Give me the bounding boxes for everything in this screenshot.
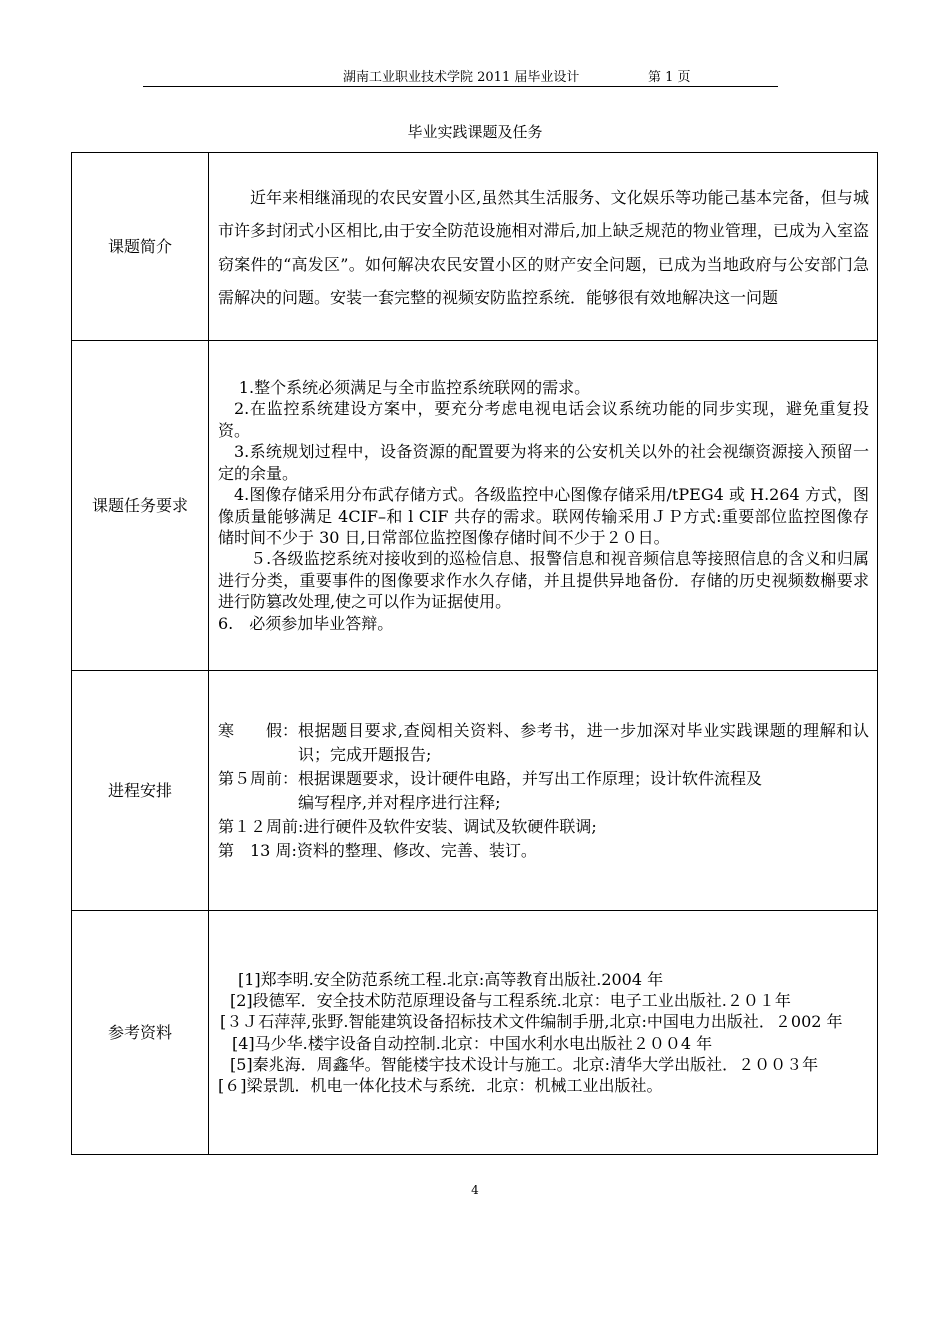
header-school: 湖南工业职业技术学院 2011 届毕业设计 bbox=[343, 70, 580, 85]
page-header bbox=[143, 64, 778, 87]
schedule-desc: 进行硬件及软件安装、调试及软硬件联调; bbox=[303, 816, 597, 836]
reference-item bbox=[218, 990, 869, 1011]
schedule-term: 寒 假： bbox=[218, 720, 299, 740]
schedule-item bbox=[218, 839, 869, 863]
requirements-label: 课题任务要求 bbox=[72, 341, 209, 671]
requirement-item: 1.整个系统必须满足与全市监控系统联网的需求。 bbox=[238, 378, 591, 398]
schedule-item bbox=[218, 767, 869, 791]
reference-id: [６] bbox=[218, 1076, 247, 1096]
task-table bbox=[71, 152, 878, 1155]
reference-id: [2] bbox=[230, 990, 253, 1010]
intro-content bbox=[209, 153, 878, 341]
reference-id: [4] bbox=[232, 1033, 255, 1053]
reference-text: 段德军．安全技术防范原理设备与工程系统.北京：电子工业出版社.２０１年 bbox=[252, 990, 791, 1010]
schedule-desc: 资料的整理、修改、完善、装订。 bbox=[296, 840, 537, 860]
reference-text: 梁景凯．机电一体化技术与系统．北京：机械工业出版社。 bbox=[246, 1076, 663, 1096]
schedule-row bbox=[72, 671, 878, 911]
schedule-term: 第５周前： bbox=[218, 768, 299, 788]
reference-text: 秦兆海．周鑫华。智能楼宇技术设计与施工。北京:清华大学出版社．２００３年 bbox=[252, 1054, 819, 1074]
document-title: 毕业实践课题及任务 bbox=[407, 123, 543, 141]
reference-text: 郑李明.安全防范系统工程.北京:高等教育出版社.2004 年 bbox=[260, 969, 664, 989]
schedule-desc-continued: 编写程序,并对程序进行注释; bbox=[298, 792, 501, 812]
references-content bbox=[209, 911, 878, 1155]
reference-item bbox=[218, 1011, 869, 1032]
requirement-item: 6. 必须参加毕业答辩。 bbox=[218, 613, 394, 633]
schedule-term: 第１２周前: bbox=[218, 816, 304, 836]
requirement-item: ５.各级监挖系统对接收到的巡检信息、报警信息和视音频信息等接照信息的含义和归属进行分类，重要事件的图像要求作水久存储，并且提供异地备份．存储的历史视频数槲要求进行防篡改处理,使之可以作为证据使用。 bbox=[218, 549, 869, 612]
reference-text: 马少华.楼宇设备自动控制.北京：中国水利水电出版社２００4 年 bbox=[254, 1033, 713, 1053]
intro-label: 课题简介 bbox=[72, 153, 209, 341]
header-page-number: 第 1 页 bbox=[648, 70, 691, 85]
reference-id: [5] bbox=[230, 1054, 253, 1074]
requirements-content bbox=[209, 341, 878, 671]
reference-item bbox=[218, 1075, 869, 1096]
schedule-item bbox=[218, 719, 869, 767]
intro-row bbox=[72, 153, 878, 341]
requirement-item: 3.系统规划过程中，设备资源的配置要为将来的公安机关以外的社会视缬资源接入预留一定的余量。 bbox=[218, 442, 869, 483]
schedule-desc: 根据题目要求,查阅相关资料、参考书，进一步加深对毕业实践课题的理解和认识；完成开题报告; bbox=[298, 720, 869, 764]
footer-page-number: 4 bbox=[471, 1183, 479, 1197]
requirement-item: 2.在监控系统建设方案中，要充分考虑电视电话会议系统功能的同步实现，避免重复投资。 bbox=[218, 399, 869, 440]
reference-id: [３Ｊ bbox=[220, 1012, 259, 1032]
references-list bbox=[218, 969, 869, 1097]
requirement-item: 4.图像存储采用分布武存储方式。各级监控中心图像存储采用/tPEG4 或 H.264 方式，图像质量能够满足 4CIF–和 l CIF 共存的需求。联网传输采用ＪＰ方式:重要部位监控图像存储时间不少于 30 日,日常部位监控图像存储时间不少于２０日。 bbox=[218, 485, 869, 547]
reference-id: [1] bbox=[238, 969, 261, 989]
intro-text: 近年来相继涌现的农民安置小区,虽然其生活服务、文化娱乐等功能己基本完备，但与城市许多封闭式小区相比,由于安全防范设施相对滞后,加上缺乏规范的物业管理，已成为入室盗窃案件的“高发区”。如何解决农民安置小区的财产安全问题，已成为当地政府与公安部门急需解决的问题。安装一套完整的视频安防监控系统．能够很有效地解决这一问题 bbox=[218, 187, 869, 307]
references-row bbox=[72, 911, 878, 1155]
schedule-list bbox=[218, 719, 869, 863]
schedule-label: 进程安排 bbox=[72, 671, 209, 911]
schedule-desc: 根据课题要求，设计硬件电路，并写出工作原理；设计软件流程及 bbox=[298, 768, 763, 788]
reference-item bbox=[218, 969, 869, 990]
reference-item bbox=[218, 1033, 869, 1054]
schedule-item bbox=[218, 815, 869, 839]
schedule-content bbox=[209, 671, 878, 911]
reference-text: 石萍萍,张野.智能建筑设备招标技术文件编制手册,北京:中国电力出版社．２002 年 bbox=[258, 1012, 843, 1032]
requirements-row bbox=[72, 341, 878, 671]
references-label: 参考资料 bbox=[72, 911, 209, 1155]
schedule-term: 第 13 周: bbox=[218, 840, 297, 860]
reference-item bbox=[218, 1054, 869, 1075]
